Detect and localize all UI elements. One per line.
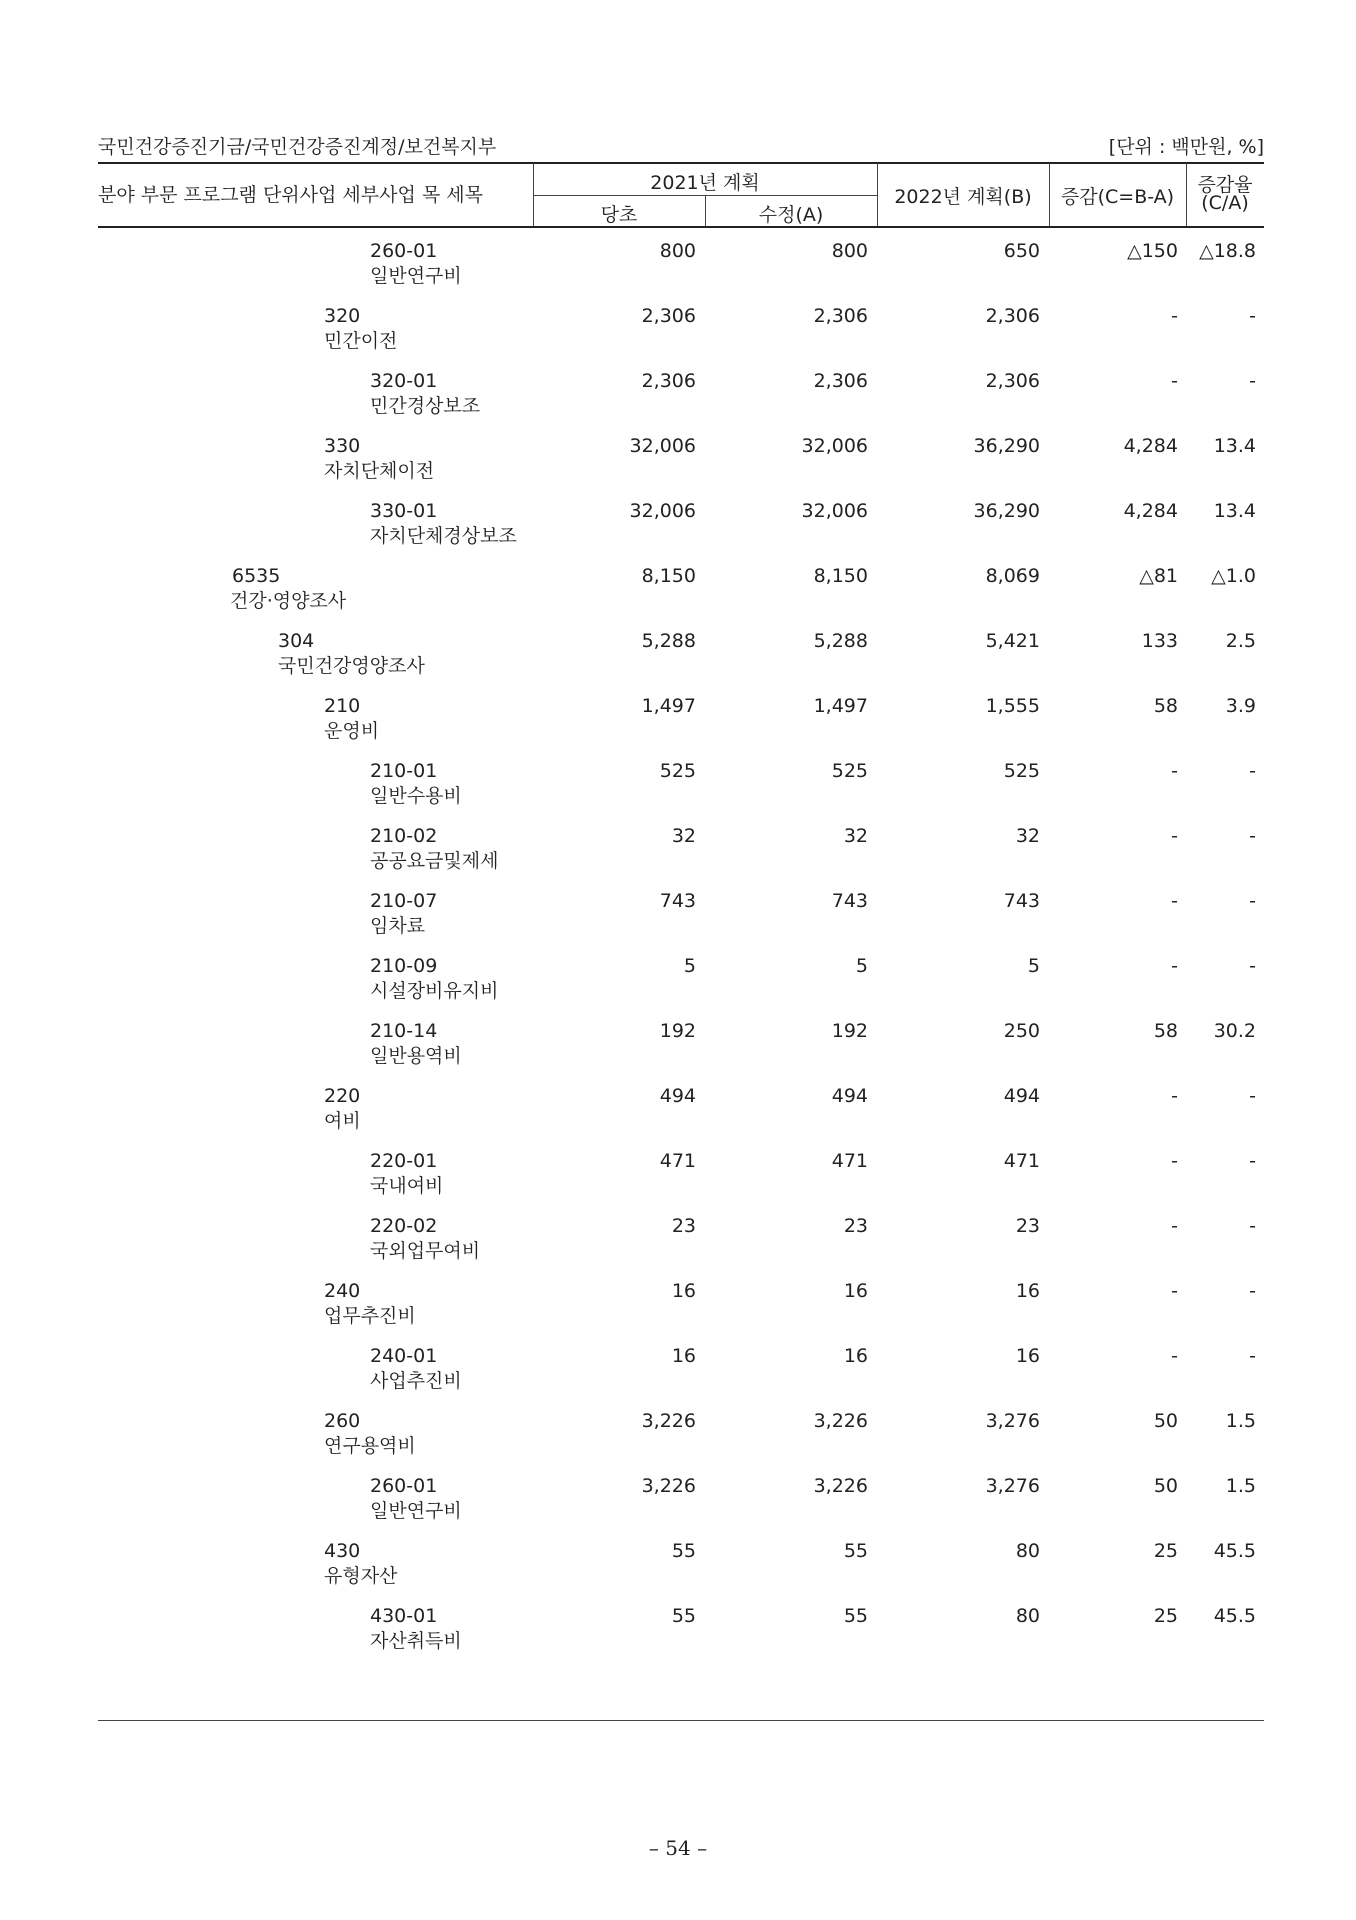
item-code: 240	[324, 1280, 361, 1302]
revised-value: 3,226	[813, 1475, 868, 1497]
table-row	[98, 825, 1264, 890]
rate-value: 45.5	[1213, 1605, 1256, 1627]
original-value: 2,306	[641, 305, 696, 327]
revised-value: 55	[843, 1540, 868, 1562]
change-value: 4,284	[1123, 435, 1178, 457]
revised-value: 32	[843, 825, 868, 847]
plan-2022-value: 8,069	[985, 565, 1040, 587]
plan-2022-value: 80	[1015, 1540, 1040, 1562]
revised-value: 16	[843, 1345, 868, 1367]
revised-value: 192	[831, 1020, 868, 1042]
table-row	[98, 1280, 1264, 1345]
header-top-rule	[98, 162, 1264, 164]
change-value: -	[1171, 370, 1178, 392]
plan-2022-value: 36,290	[973, 435, 1040, 457]
change-value: 25	[1153, 1540, 1178, 1562]
rate-value: △18.8	[1199, 240, 1256, 262]
item-name: 운영비	[324, 720, 380, 742]
item-code: 430-01	[370, 1605, 438, 1627]
change-value: △81	[1139, 565, 1178, 587]
header-revised: 수정(A)	[758, 204, 824, 226]
item-code: 260-01	[370, 1475, 438, 1497]
plan-2022-value: 525	[1003, 760, 1040, 782]
header-2022-plan: 2022년 계획(B)	[894, 186, 1032, 208]
item-code: 330	[324, 435, 361, 457]
rate-value: -	[1249, 760, 1256, 782]
item-name: 민간이전	[324, 330, 398, 352]
header-rate-line2: (C/A)	[1201, 192, 1249, 214]
change-value: 58	[1153, 695, 1178, 717]
revised-value: 55	[843, 1605, 868, 1627]
item-code: 330-01	[370, 500, 438, 522]
item-name: 일반용역비	[370, 1045, 462, 1067]
item-code: 320	[324, 305, 361, 327]
revised-value: 471	[831, 1150, 868, 1172]
table-row	[98, 1215, 1264, 1280]
original-value: 32,006	[629, 500, 696, 522]
revised-value: 3,226	[813, 1410, 868, 1432]
original-value: 192	[659, 1020, 696, 1042]
original-value: 16	[671, 1280, 696, 1302]
item-code: 220-02	[370, 1215, 438, 1237]
change-value: 133	[1141, 630, 1178, 652]
rate-value: 30.2	[1213, 1020, 1256, 1042]
table-row	[98, 240, 1264, 305]
item-name: 일반수용비	[370, 785, 462, 807]
table-row	[98, 890, 1264, 955]
rate-value: 1.5	[1225, 1475, 1256, 1497]
revised-value: 23	[843, 1215, 868, 1237]
change-value: -	[1171, 825, 1178, 847]
item-name: 시설장비유지비	[370, 980, 499, 1002]
change-value: -	[1171, 890, 1178, 912]
original-value: 2,306	[641, 370, 696, 392]
unit-label: [단위 : 백만원, %]	[1108, 136, 1264, 158]
item-code: 220-01	[370, 1150, 438, 1172]
table-row	[98, 760, 1264, 825]
revised-value: 2,306	[813, 305, 868, 327]
plan-2022-value: 5	[1027, 955, 1040, 977]
item-name: 건강·영양조사	[230, 590, 347, 612]
rate-value: -	[1249, 1085, 1256, 1107]
table-row	[98, 1540, 1264, 1605]
item-name: 국외업무여비	[370, 1240, 481, 1262]
original-value: 32,006	[629, 435, 696, 457]
item-code: 210-07	[370, 890, 438, 912]
original-value: 471	[659, 1150, 696, 1172]
change-value: 25	[1153, 1605, 1178, 1627]
header-rate-line1: 증감율	[1197, 174, 1253, 196]
revised-value: 8,150	[813, 565, 868, 587]
change-value: -	[1171, 1150, 1178, 1172]
header-change: 증감(C=B-A)	[1060, 186, 1175, 208]
item-name: 일반연구비	[370, 1500, 462, 1522]
revised-value: 494	[831, 1085, 868, 1107]
plan-2022-value: 650	[1003, 240, 1040, 262]
original-value: 16	[671, 1345, 696, 1367]
change-value: -	[1171, 1085, 1178, 1107]
table-row	[98, 1410, 1264, 1475]
rate-value: -	[1249, 825, 1256, 847]
item-name: 국내여비	[370, 1175, 444, 1197]
table-caption	[98, 132, 1264, 160]
table-row	[98, 695, 1264, 760]
original-value: 5	[683, 955, 696, 977]
revised-value: 525	[831, 760, 868, 782]
plan-2022-value: 743	[1003, 890, 1040, 912]
plan-2022-value: 250	[1003, 1020, 1040, 1042]
item-code: 430	[324, 1540, 361, 1562]
plan-2022-value: 23	[1015, 1215, 1040, 1237]
rate-value: 3.9	[1225, 695, 1256, 717]
item-name: 임차료	[370, 915, 426, 937]
plan-2022-value: 2,306	[985, 305, 1040, 327]
original-value: 3,226	[641, 1475, 696, 1497]
original-value: 1,497	[641, 695, 696, 717]
table-row	[98, 500, 1264, 565]
footer-rule	[98, 1720, 1264, 1721]
rate-value: -	[1249, 370, 1256, 392]
table-row	[98, 630, 1264, 695]
revised-value: 32,006	[801, 500, 868, 522]
table-row	[98, 435, 1264, 500]
item-name: 유형자산	[324, 1565, 398, 1587]
item-code: 210-01	[370, 760, 438, 782]
item-name: 민간경상보조	[370, 395, 481, 417]
table-row	[98, 565, 1264, 630]
item-name: 업무추진비	[324, 1305, 416, 1327]
table-row	[98, 1020, 1264, 1085]
revised-value: 16	[843, 1280, 868, 1302]
rate-value: -	[1249, 955, 1256, 977]
item-code: 260	[324, 1410, 361, 1432]
document-title: 국민건강증진기금/국민건강증진계정/보건복지부	[98, 136, 497, 158]
plan-2022-value: 2,306	[985, 370, 1040, 392]
rate-value: 13.4	[1213, 435, 1256, 457]
table-row	[98, 1605, 1264, 1670]
original-value: 5,288	[641, 630, 696, 652]
plan-2022-value: 32	[1015, 825, 1040, 847]
item-name: 여비	[324, 1110, 361, 1132]
rate-value: △1.0	[1211, 565, 1256, 587]
rate-value: 45.5	[1213, 1540, 1256, 1562]
change-value: 50	[1153, 1410, 1178, 1432]
item-name: 국민건강영양조사	[278, 655, 425, 677]
original-value: 743	[659, 890, 696, 912]
revised-value: 743	[831, 890, 868, 912]
change-value: -	[1171, 1280, 1178, 1302]
change-value: -	[1171, 760, 1178, 782]
item-code: 6535	[232, 565, 281, 587]
rate-value: -	[1249, 1150, 1256, 1172]
table-row	[98, 370, 1264, 435]
item-name: 자치단체경상보조	[370, 525, 517, 547]
plan-2022-value: 471	[1003, 1150, 1040, 1172]
revised-value: 800	[831, 240, 868, 262]
revised-value: 5	[855, 955, 868, 977]
header-2021-plan: 2021년 계획	[650, 172, 760, 194]
header-category: 분야 부문 프로그램 단위사업 세부사업 목 세목	[98, 184, 483, 206]
table-row	[98, 305, 1264, 370]
original-value: 494	[659, 1085, 696, 1107]
item-code: 240-01	[370, 1345, 438, 1367]
item-code: 210	[324, 695, 361, 717]
plan-2022-value: 80	[1015, 1605, 1040, 1627]
item-code: 210-09	[370, 955, 438, 977]
rate-value: -	[1249, 1215, 1256, 1237]
revised-value: 2,306	[813, 370, 868, 392]
item-code: 260-01	[370, 240, 438, 262]
rate-value: 2.5	[1225, 630, 1256, 652]
plan-2022-value: 3,276	[985, 1410, 1040, 1432]
revised-value: 5,288	[813, 630, 868, 652]
change-value: △150	[1127, 240, 1178, 262]
item-code: 304	[278, 630, 315, 652]
original-value: 8,150	[641, 565, 696, 587]
rate-value: -	[1249, 890, 1256, 912]
change-value: 4,284	[1123, 500, 1178, 522]
rate-value: 1.5	[1225, 1410, 1256, 1432]
table-row	[98, 1475, 1264, 1540]
revised-value: 32,006	[801, 435, 868, 457]
plan-2022-value: 5,421	[985, 630, 1040, 652]
table-row	[98, 955, 1264, 1020]
original-value: 3,226	[641, 1410, 696, 1432]
item-name: 연구용역비	[324, 1435, 416, 1457]
change-value: -	[1171, 955, 1178, 977]
header-subrule	[533, 195, 877, 196]
plan-2022-value: 16	[1015, 1345, 1040, 1367]
item-code: 210-02	[370, 825, 438, 847]
item-code: 320-01	[370, 370, 438, 392]
change-value: 50	[1153, 1475, 1178, 1497]
change-value: -	[1171, 1345, 1178, 1367]
table-row	[98, 1085, 1264, 1150]
item-name: 공공요금및제세	[370, 850, 499, 872]
item-code: 210-14	[370, 1020, 438, 1042]
header-original: 당초	[600, 204, 638, 226]
item-name: 자치단체이전	[324, 460, 435, 482]
page-number: – 54 –	[648, 1836, 708, 1860]
plan-2022-value: 1,555	[985, 695, 1040, 717]
rate-value: -	[1249, 1280, 1256, 1302]
item-name: 일반연구비	[370, 265, 462, 287]
original-value: 23	[671, 1215, 696, 1237]
original-value: 55	[671, 1540, 696, 1562]
rate-value: -	[1249, 305, 1256, 327]
table-row	[98, 1150, 1264, 1215]
original-value: 55	[671, 1605, 696, 1627]
revised-value: 1,497	[813, 695, 868, 717]
table-row	[98, 1345, 1264, 1410]
rate-value: 13.4	[1213, 500, 1256, 522]
item-name: 사업추진비	[370, 1370, 462, 1392]
change-value: -	[1171, 305, 1178, 327]
original-value: 525	[659, 760, 696, 782]
original-value: 800	[659, 240, 696, 262]
plan-2022-value: 36,290	[973, 500, 1040, 522]
original-value: 32	[671, 825, 696, 847]
change-value: -	[1171, 1215, 1178, 1237]
plan-2022-value: 494	[1003, 1085, 1040, 1107]
item-code: 220	[324, 1085, 361, 1107]
rate-value: -	[1249, 1345, 1256, 1367]
plan-2022-value: 3,276	[985, 1475, 1040, 1497]
plan-2022-value: 16	[1015, 1280, 1040, 1302]
item-name: 자산취득비	[370, 1630, 462, 1652]
change-value: 58	[1153, 1020, 1178, 1042]
